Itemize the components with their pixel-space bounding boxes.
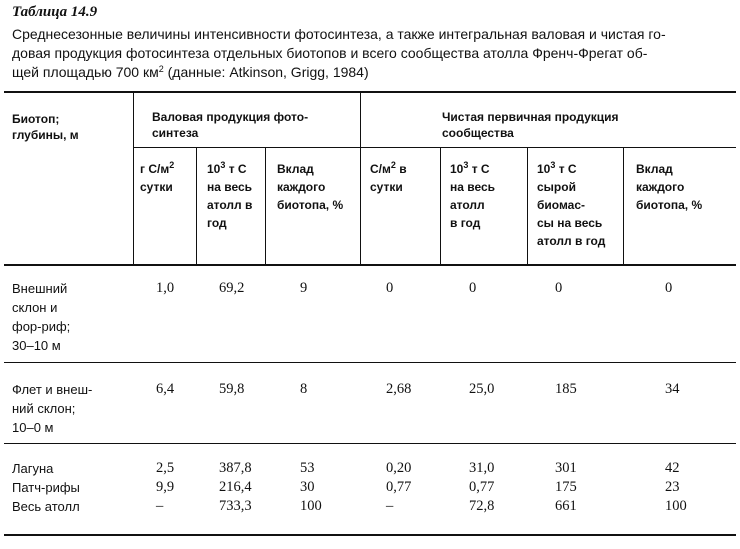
table-cell: 9,9 (156, 479, 175, 495)
caption-line: Среднесезонные величины интенсивности фотосинтеза, а также интегральная валовая и чистая го- (12, 26, 666, 42)
table-cell: 387,8 (219, 460, 252, 476)
column-header: каждого (636, 180, 685, 194)
table-cell: 6,4 (156, 381, 175, 397)
column-header: Вклад (277, 162, 314, 176)
table-cell: 2,5 (156, 460, 175, 476)
column-separator (527, 148, 528, 264)
table-cell: 175 (555, 479, 577, 495)
column-header: на весь (450, 180, 496, 194)
net-production-header: сообщества (442, 126, 514, 140)
table-cell: 31,0 (469, 460, 495, 476)
table-cell: 0 (555, 280, 563, 296)
column-header: на весь (207, 180, 253, 194)
gross-production-header: Валовая продукция фото- (152, 110, 309, 124)
table-cell: 661 (555, 498, 577, 514)
caption-line: довая продукция фотосинтеза отдельных биотопов и всего сообщества атолла Френч-Фрегат об- (12, 45, 648, 61)
table-cell: 0 (665, 280, 673, 296)
table-cell: 42 (665, 460, 680, 476)
column-separator (133, 93, 134, 264)
column-header: $10^3$ т С (537, 160, 577, 176)
table-cell: 25,0 (469, 381, 495, 397)
group-header-rule (133, 147, 736, 148)
table-cell: 30 (300, 479, 315, 495)
column-header: $10^3$ т С (450, 160, 490, 176)
biotope-header: глубины, м (12, 128, 79, 142)
table-cell: – (156, 498, 164, 514)
column-header: $10^3$ т С (207, 160, 247, 176)
row-label: Патч-рифы (12, 480, 80, 495)
table-cell: 100 (665, 498, 687, 514)
table-cell: 0,20 (386, 460, 412, 476)
row-label: Лагуна (12, 461, 54, 476)
column-separator (196, 148, 197, 264)
caption-line: щей площадью 700 $км^2$ (данные: Atkinson, Grigg, 1984) (12, 64, 369, 80)
gross-production-header: синтеза (152, 126, 199, 140)
table-cell: 53 (300, 460, 315, 476)
column-separator (265, 148, 266, 264)
net-production-header: Чистая первичная продукция (442, 110, 619, 124)
column-separator (360, 93, 361, 264)
column-separator (623, 148, 624, 264)
row-label: Весь атолл (12, 499, 80, 514)
table-caption-title: Таблица 14.9 (12, 4, 98, 20)
column-header: сырой (537, 180, 576, 194)
table-cell: 1,0 (156, 280, 175, 296)
table-cell: 72,8 (469, 498, 495, 514)
column-separator (440, 148, 441, 264)
column-header: г $С/м^2$ (140, 160, 175, 176)
table-cell: 0 (469, 280, 477, 296)
table-bottom-rule (4, 534, 736, 536)
table-cell: 34 (665, 381, 680, 397)
table-cell: 185 (555, 381, 577, 397)
row-separator (4, 443, 736, 444)
table-cell: 59,8 (219, 381, 245, 397)
table-cell: 216,4 (219, 479, 252, 495)
column-header: атолл в год (537, 234, 606, 248)
column-header: сутки (140, 180, 173, 194)
table-top-rule (4, 91, 736, 93)
biotope-header: Биотоп; (12, 112, 60, 126)
column-header: сы на весь (537, 216, 603, 230)
table-cell: 0,77 (469, 479, 495, 495)
column-header: биотопа, % (636, 198, 703, 212)
column-header: биомас- (537, 198, 586, 212)
table-cell: – (386, 498, 394, 514)
column-header: в год (450, 216, 481, 230)
table-cell: 301 (555, 460, 577, 476)
column-header: $С/м^2$ в (370, 160, 407, 176)
row-label: ний склон; (12, 401, 76, 416)
column-header: биотопа, % (277, 198, 344, 212)
column-header: сутки (370, 180, 403, 194)
row-label: 30–10 м (12, 338, 61, 353)
table-cell: 2,68 (386, 381, 412, 397)
row-label: Флет и внеш- (12, 382, 93, 397)
column-header: Вклад (636, 162, 673, 176)
row-separator (4, 362, 736, 363)
header-bottom-rule (4, 264, 736, 266)
row-label: склон и (12, 300, 58, 315)
table-cell: 23 (665, 479, 680, 495)
row-label: Внешний (12, 281, 68, 296)
row-label: фор-риф; (12, 319, 71, 334)
column-header: год (207, 216, 227, 230)
column-header: каждого (277, 180, 326, 194)
table-cell: 733,3 (219, 498, 252, 514)
table-cell: 69,2 (219, 280, 245, 296)
row-label: 10–0 м (12, 420, 54, 435)
table-cell: 8 (300, 381, 308, 397)
table-cell: 0,77 (386, 479, 412, 495)
column-header: атолл в (207, 198, 253, 212)
table-cell: 100 (300, 498, 322, 514)
column-header: атолл (450, 198, 485, 212)
table-cell: 0 (386, 280, 394, 296)
table-cell: 9 (300, 280, 308, 296)
